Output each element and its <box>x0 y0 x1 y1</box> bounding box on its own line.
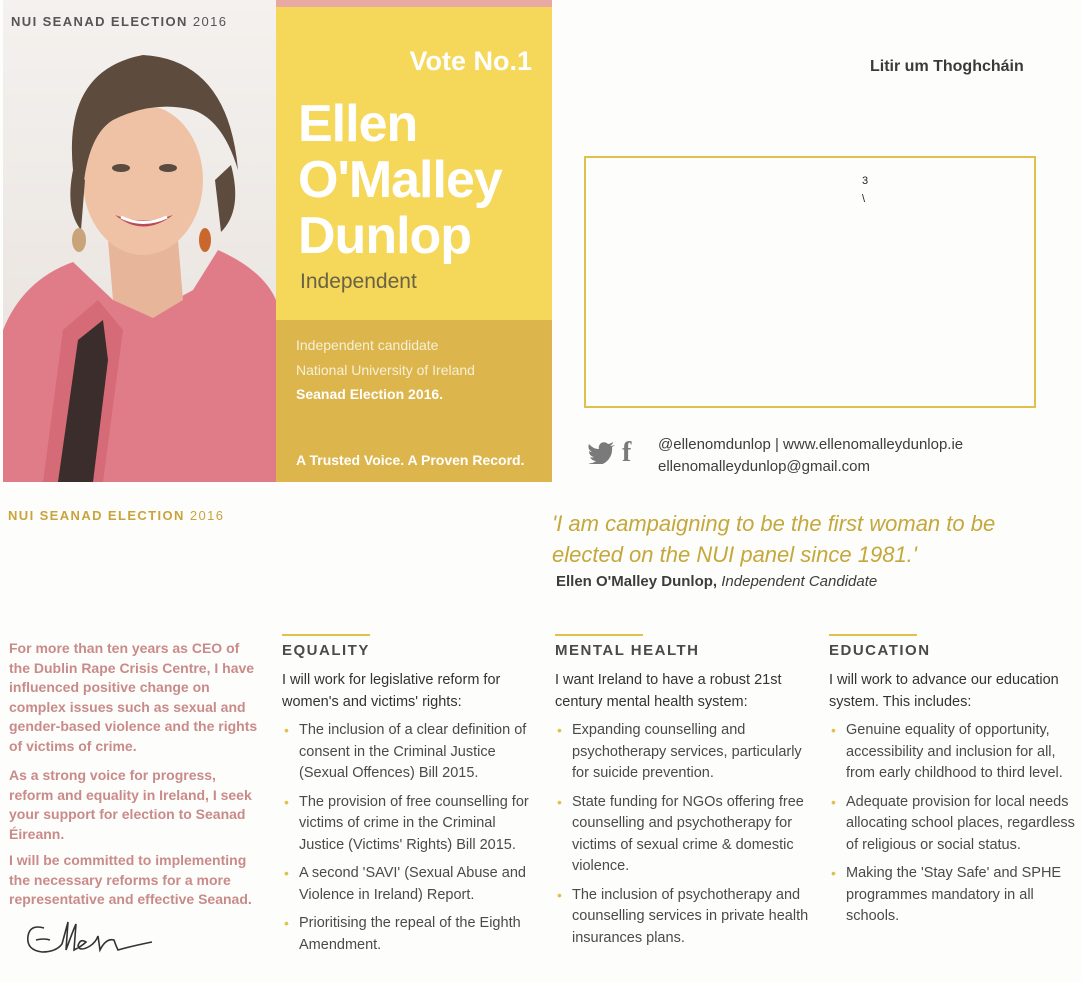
affiliation: Independent <box>300 270 417 293</box>
bullet-icon: • <box>284 915 289 931</box>
list-item: • A second 'SAVI' (Sexual Abuse and Violence in Ireland) Report. <box>284 865 526 903</box>
bullet-icon: • <box>557 793 562 810</box>
column-rule <box>829 634 917 636</box>
bullet-icon: • <box>284 793 289 810</box>
bullet-icon: • <box>284 865 289 881</box>
column-rule <box>555 634 643 636</box>
bullet-icon: • <box>557 722 562 738</box>
list-item: • The inclusion of a clear definition of consent in the Criminal Justice (Sexual Offences) Bill 2015. <box>284 722 527 781</box>
column-mental-health <box>555 634 815 956</box>
bullet-icon: • <box>831 722 836 738</box>
column-lead: I will work to advance our education system. This includes: <box>829 672 1059 710</box>
bullet-list <box>282 720 542 956</box>
letter-label: Litir um Thoghcháin <box>870 58 1024 75</box>
column-lead: I want Ireland to have a robust 21st century mental health system: <box>555 672 782 710</box>
candidate-panel <box>276 0 552 482</box>
desc-line-1: Independent candidate <box>296 337 439 353</box>
column-education <box>829 634 1081 935</box>
bullet-icon: • <box>831 865 836 881</box>
desc-line-3: Seanad Election 2016. <box>296 386 444 402</box>
quote-attribution: Ellen O'Malley Dunlop, Independent Candidate <box>556 573 878 590</box>
list-item: • Genuine equality of opportunity, accessibility and inclusion for all, from early childhood to third level. <box>831 722 1063 781</box>
list-item: • Expanding counselling and psychotherapy services, particularly for suicide prevention. <box>557 722 802 781</box>
list-item: • The provision of free counselling for victims of crime in the Criminal Justice (Victims' Rights) Bill 2015. <box>284 793 529 853</box>
list-item: • Making the 'Stay Safe' and SPHE programmes mandatory in all schools. <box>831 865 1062 924</box>
intro-paragraph: I will be committed to implementing the necessary reforms for a more representative and effective Seanad. <box>9 852 252 907</box>
list-item: • The inclusion of psychotherapy and counselling services in private health insurances plans. <box>557 886 809 946</box>
candidate-name: Ellen O'Malley Dunlop <box>298 95 502 265</box>
column-rule <box>282 634 370 636</box>
website-link[interactable]: www.ellenomalleydunlop.ie <box>783 436 964 453</box>
column-title: MENTAL HEALTH <box>555 642 700 659</box>
tagline: A Trusted Voice. A Proven Record. <box>296 452 525 468</box>
address-mark: 3 <box>862 175 869 187</box>
list-item: • Adequate provision for local needs allocating school places, regardless of religious or social status. <box>831 793 1075 853</box>
bullet-icon: • <box>831 793 836 810</box>
bullet-icon: • <box>284 722 289 738</box>
facebook-icon: f <box>622 437 632 468</box>
column-title: EQUALITY <box>282 642 370 659</box>
twitter-icon <box>588 442 616 464</box>
section-label: NUI SEANAD ELECTION 2016 <box>8 508 225 523</box>
bullet-list <box>555 720 815 949</box>
intro-paragraph: As a strong voice for progress, reform and equality in Ireland, I seek your support for election to Seanad Éireann. <box>9 767 252 842</box>
contact-line-1: @ellenomdunlop | www.ellenomalleydunlop.ie <box>658 436 964 453</box>
bullet-icon: • <box>557 886 562 903</box>
column-title: EDUCATION <box>829 642 931 659</box>
column-lead: I will work for legislative reform for women's and victims' rights: <box>282 672 501 710</box>
address-box <box>584 156 1036 408</box>
candidate-photo <box>3 0 276 482</box>
panel-accent-bar <box>276 0 552 7</box>
list-item: • State funding for NGOs offering free counselling and psychotherapy for victims of sexual crime & domestic violence. <box>557 793 804 874</box>
portrait-illustration <box>3 0 276 482</box>
column-equality <box>282 634 542 963</box>
photo-header: NUI SEANAD ELECTION 2016 <box>11 14 228 29</box>
intro-paragraph: For more than ten years as CEO of the Dublin Rape Crisis Centre, I have influenced positive change on complex issues such as sexual and gender-based violence and the rights of victims of crime. <box>9 640 258 754</box>
campaign-quote: 'I am campaigning to be the first woman to be elected on the NUI panel since 1981.' <box>552 511 996 567</box>
twitter-handle[interactable]: @ellenomdunlop <box>658 436 771 453</box>
vote-heading: Vote No.1 <box>409 46 532 76</box>
list-item: • Prioritising the repeal of the Eighth Amendment. <box>284 915 521 953</box>
desc-line-2: National University of Ireland <box>296 362 475 378</box>
address-mark: \ <box>862 193 866 205</box>
signature <box>22 916 162 966</box>
bullet-list <box>829 720 1081 928</box>
email-link[interactable]: ellenomalleydunlop@gmail.com <box>658 458 870 475</box>
